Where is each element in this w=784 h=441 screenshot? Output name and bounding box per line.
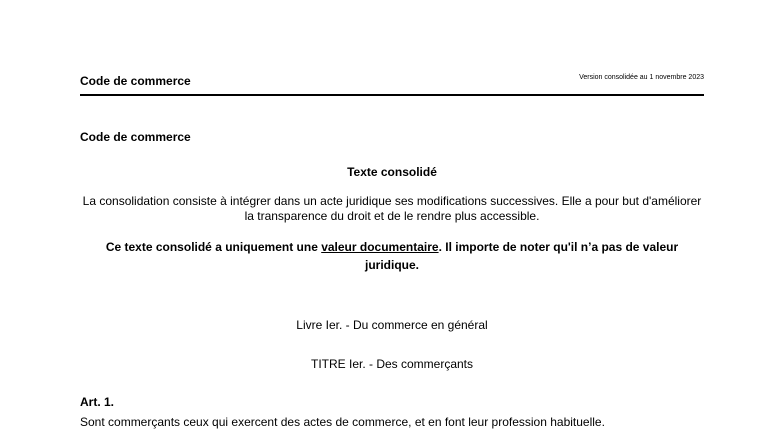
notice-text-start: Ce texte consolidé a uniquement une xyxy=(105,240,322,254)
document-title: Code de commerce xyxy=(80,130,191,144)
documentary-value-notice xyxy=(80,238,704,274)
book-title: Livre Ier. - Du commerce en général xyxy=(296,318,488,332)
title-heading: TITRE Ier. - Des commerçants xyxy=(310,357,474,371)
notice-text-end: . Il importe de noter qu'il n’a pas de valeur juridique. xyxy=(365,240,679,272)
documentary-value-emphasis: valeur documentaire xyxy=(321,240,439,254)
consolidation-description: La consolidation consiste à intégrer dans un acte juridique ses modifications successives. Elle a pour but d'améliorer la transparence du droit et de le rendre plus accessible. xyxy=(82,194,702,223)
header-title: Code de commerce xyxy=(80,74,191,88)
article-text: Sont commerçants ceux qui exercent des actes de commerce, et en font leur profession habituelle. xyxy=(80,415,605,429)
page-header xyxy=(80,72,704,96)
version-date: Version consolidée au 1 novembre 2023 xyxy=(579,74,704,81)
article-number: Art. 1. xyxy=(80,395,115,409)
consolidated-text-heading: Texte consolidé xyxy=(347,165,437,179)
